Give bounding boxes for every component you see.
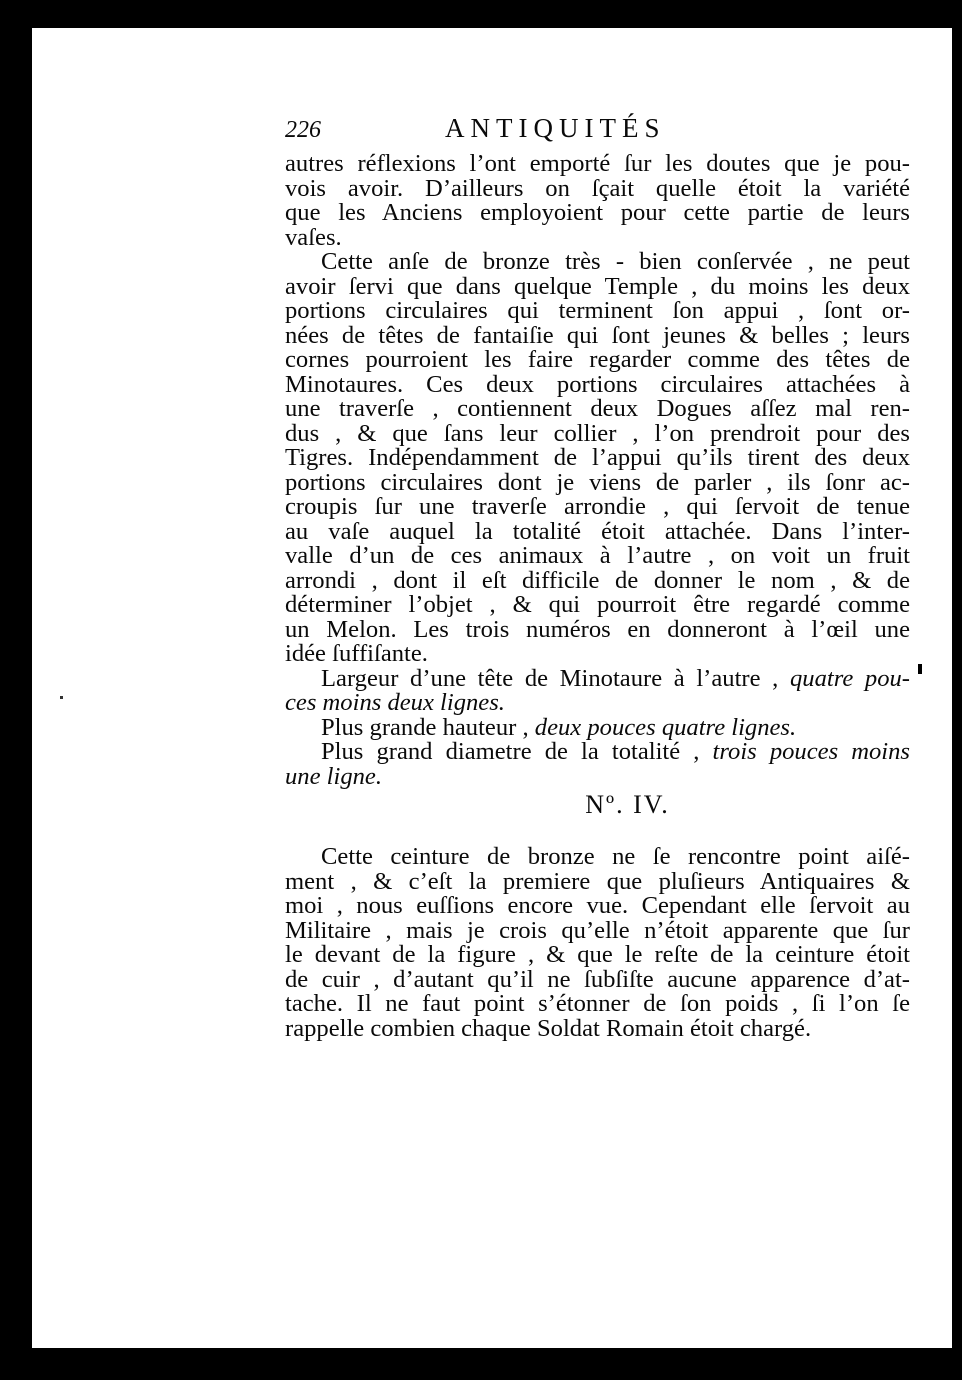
text-line: Cette ceinture de bronze ne ſe rencontre point aiſé- (321, 843, 910, 870)
measure-value-cont: une ligne. (285, 762, 382, 790)
measure-value: trois pouces moins (712, 738, 910, 765)
book-page (32, 28, 952, 1348)
text-line: avoir ſervi que dans quelque Temple , du moins les deux (285, 272, 910, 300)
text-line: que les Anciens employoient pour cette partie de leurs (285, 199, 910, 226)
text-line: portions circulaires dont je viens de parler , ils ſonr ac- (285, 468, 910, 496)
text-line: valle d’un de ces animaux à l’autre , on voit un fruit (285, 542, 910, 569)
paragraph-2 (285, 250, 910, 667)
measurement-height (285, 713, 910, 741)
page-number: 226 (285, 117, 321, 143)
section-heading: Nº. IV. (585, 790, 670, 819)
measure-label: Largeur d’une tête de Minotaure à l’autre , (321, 664, 779, 692)
text-line: vaſes. (285, 223, 342, 251)
text-line: rappelle combien chaque Soldat Romain étoit chargé. (285, 1014, 812, 1042)
text-line: de cuir , d’autant qu’il ne ſubſiſte aucune apparence d’at- (285, 965, 910, 993)
measure-value: deux pouces quatre lignes. (534, 713, 797, 741)
measurement-width (285, 664, 910, 716)
measure-label: Plus grand diametre de la totalité , (321, 738, 700, 765)
text-line: cornes pourroient les faire regarder comme des têtes de (285, 346, 910, 373)
running-title: ANTIQUITÉS (445, 113, 666, 143)
text-line: moi , nous euſſions encore vue. Cependant elle ſervoit au (285, 892, 910, 919)
text-line (285, 740, 910, 765)
margin-dot (60, 696, 63, 699)
text-line: arrondi , dont il eſt difficile de donner le nom , & de (285, 566, 910, 594)
text-line (285, 713, 910, 741)
text-line: nées de têtes de fantaiſie qui ſont jeunes & belles ; leurs (285, 321, 910, 349)
paragraph-1 (285, 152, 910, 250)
text-line: idée ſuffiſante. (285, 640, 428, 667)
measure-label: Plus grande hauteur , (321, 713, 529, 741)
measurement-diameter (285, 740, 910, 789)
measure-value-cont: ces moins deux lignes. (285, 689, 505, 716)
text-line: le devant de la figure , & que le reſte de la ceinture étoit (285, 941, 910, 968)
measure-value: quatre pou- (789, 664, 910, 692)
text-line: croupis ſur une traverſe arrondie , qui ſervoit de tenue (285, 493, 910, 520)
page-header (285, 113, 910, 152)
text-line: vois avoir. D’ailleurs on ſçait quelle étoit la variété (285, 174, 910, 202)
text-line: ment , & c’eſt la premiere que pluſieurs Antiquaires & (285, 867, 910, 895)
text-line (285, 664, 910, 692)
text-line: une traverſe , contiennent deux Dogues aſſez mal ren- (285, 395, 910, 422)
margin-mark (918, 664, 922, 674)
text-line: tache. Il ne faut point s’étonner de ſon poids , ſi l’on ſe (285, 990, 910, 1017)
text-line: autres réflexions l’ont emporté ſur les doutes que je pou- (285, 150, 910, 177)
text-line: Minotaures. Ces deux portions circulaires attachées à (285, 370, 910, 398)
text-line: Tigres. Indépendamment de l’appui qu’ils tirent des deux (285, 444, 910, 471)
text-line: au vaſe auquel la totalité étoit attachée. Dans l’inter- (285, 517, 910, 545)
text-line: Cette anſe de bronze très - bien conſervée , ne peut (321, 248, 910, 275)
text-line: Militaire , mais je crois qu’elle n’étoit apparente que ſur (285, 916, 910, 944)
text-block (285, 113, 910, 1042)
text-line: portions circulaires qui terminent ſon appui , ſont or- (285, 297, 910, 324)
text-line: déterminer l’objet , & qui pourroit être regardé comme (285, 591, 910, 618)
text-line: dus , & que ſans leur collier , l’on prendroit pour des (285, 419, 910, 447)
text-line: un Melon. Les trois numéros en donneront à l’œil une (285, 615, 910, 643)
paragraph-3 (285, 845, 910, 1041)
